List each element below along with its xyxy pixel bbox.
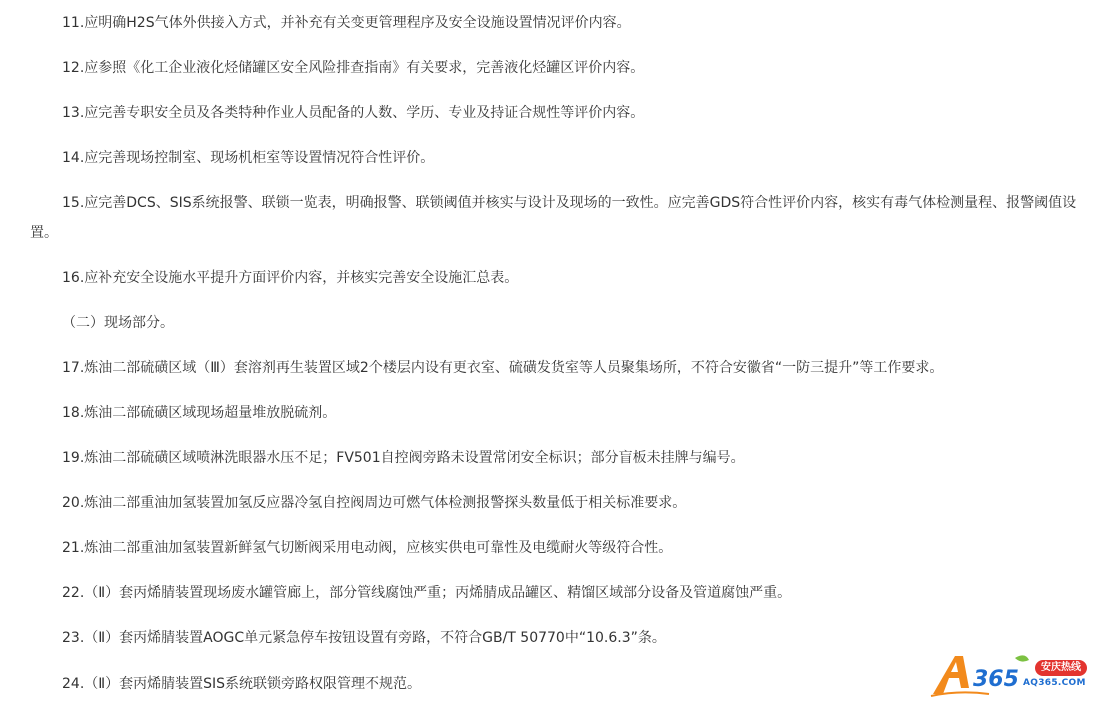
item-22: 22.（Ⅱ）套丙烯腈装置现场废水罐管廊上，部分管线腐蚀严重；丙烯腈成品罐区、精馏区域部分设备及管道腐蚀严重。 [62, 585, 792, 601]
item-23: 23.（Ⅱ）套丙烯腈装置AOGC单元紧急停车按钮设置有旁路，不符合GB/T 50770中“10.6.3”条。 [62, 630, 666, 646]
item-17: 17.炼油二部硫磺区域（Ⅲ）套溶剂再生装置区域2个楼层内设有更衣室、硫磺发货室等人员聚集场所，不符合安徽省“一防三提升”等工作要求。 [62, 360, 944, 376]
item-13: 13.应完善专职安全员及各类特种作业人员配备的人数、学历、专业及持证合规性等评价内容。 [62, 105, 645, 121]
item-21: 21.炼油二部重油加氢装置新鲜氢气切断阀采用电动阀，应核实供电可靠性及电缆耐火等级符合性。 [62, 540, 673, 556]
svg-text:365: 365 [973, 667, 1019, 692]
item-19: 19.炼油二部硫磺区域喷淋洗眼器水压不足；FV501自控阀旁路未设置常闭安全标识；部分盲板未挂牌与编号。 [62, 450, 745, 466]
hotline-badge: 安庆热线 [1035, 660, 1087, 676]
item-12: 12.应参照《化工企业液化烃储罐区安全风险排查指南》有关要求，完善液化烃罐区评价内容。 [62, 60, 645, 76]
watermark-domain: AQ365.COM [1023, 678, 1086, 688]
item-15: 15.应完善DCS、SIS系统报警、联锁一览表，明确报警、联锁阈值并核实与设计及现场的一致性。应完善GDS符合性评价内容，核实有毒气体检测量程、报警阈值设置。 [30, 195, 1077, 241]
aq365-watermark [929, 650, 1094, 698]
item-14: 14.应完善现场控制室、现场机柜室等设置情况符合性评价。 [62, 150, 435, 166]
item-18: 18.炼油二部硫磺区域现场超量堆放脱硫剂。 [62, 405, 337, 421]
item-20: 20.炼油二部重油加氢装置加氢反应器冷氢自控阀周边可燃气体检测报警探头数量低于相关标准要求。 [62, 495, 687, 511]
section-heading-site: （二）现场部分。 [62, 315, 174, 331]
item-11: 11.应明确H2S气体外供接入方式，并补充有关变更管理程序及安全设施设置情况评价内容。 [62, 15, 631, 31]
item-24: 24.（Ⅱ）套丙烯腈装置SIS系统联锁旁路权限管理不规范。 [62, 676, 422, 692]
item-16: 16.应补充安全设施水平提升方面评价内容，并核实完善安全设施汇总表。 [62, 270, 519, 286]
